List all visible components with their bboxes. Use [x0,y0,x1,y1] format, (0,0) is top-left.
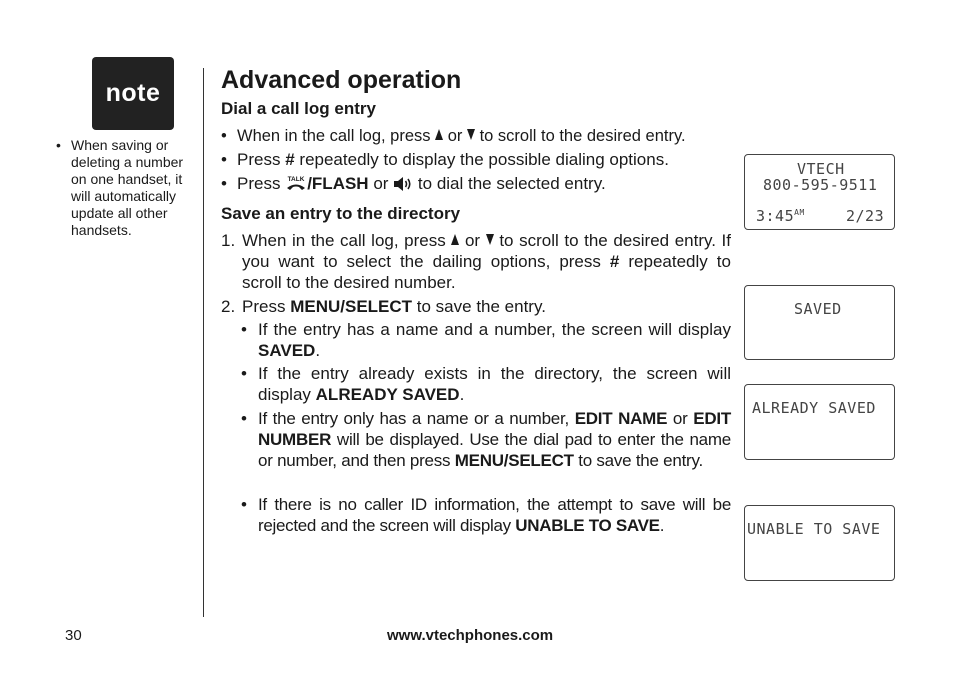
note-text [56,137,202,239]
up-arrow-icon [451,234,459,245]
dial-bullet-1: • When in the call log, press or to scroll to the desired entry. [221,127,686,145]
lcd-caller-name: VTECH [797,160,845,178]
lcd-entry-index: 2/23 [846,207,885,225]
lcd-saved-screen [744,285,895,360]
down-arrow-icon [467,129,475,140]
lcd-saved-text: SAVED [794,300,842,318]
speaker-icon [393,176,413,192]
lcd-unable-to-save-text: UNABLE TO SAVE [747,520,881,538]
lcd-time: $3:45^{AM}$ [756,207,805,225]
section-heading-save: Save an entry to the directory [221,204,461,223]
page-title: Advanced operation [221,66,462,94]
down-arrow-icon [486,234,494,245]
save-step-2: 2. Press MENU/SELECT to save the entry. [221,297,546,316]
lcd-call-log-screen [744,154,895,230]
lcd-already-saved-text: ALREADY SAVED [752,399,876,417]
dial-bullet-2: • Press # repeatedly to display the possible dialing options. [221,150,669,169]
save-sub-bullet-3: • If the entry only has a name or a number, EDIT NAME or EDIT NUMBER will be displayed. Use the dial pad to enter the name or number, and then press MENU/SELECT to save the entry. [241,409,732,470]
lcd-unable-to-save-screen [744,505,895,581]
lcd-already-saved-screen [744,384,895,460]
column-divider [203,68,204,617]
save-step-1: 1. When in the call log, press or to scroll to the desired entry. If you want to select the dailing options, press # repeatedly to scroll to the desired number. [221,231,731,292]
save-sub-bullet-4: • If there is no caller ID information, the attempt to save will be rejected and the screen will display UNABLE TO SAVE. [241,495,731,535]
note-badge: note [92,57,174,130]
note-body: When saving or deleting a number on one handset, it will automatically update all other handsets. [71,137,184,238]
save-sub-bullet-1: • If the entry has a name and a number, the screen will display SAVED. [241,320,731,360]
talk-phone-icon [285,175,307,191]
svg-text:TALK: TALK [287,176,305,183]
section-heading-dial: Dial a call log entry [221,99,376,118]
footer-url: www.vtechphones.com [387,627,554,644]
dial-bullet-3: • Press TALK /FLASH or to dial the selected entry. [221,174,606,193]
lcd-caller-number: 800-595-9511 [763,176,878,194]
save-sub-bullet-2: • If the entry already exists in the directory, the screen will display ALREADY SAVED. [241,364,731,404]
up-arrow-icon [435,129,443,140]
page-number: 30 [65,627,82,644]
note-bullet: • [56,137,61,153]
